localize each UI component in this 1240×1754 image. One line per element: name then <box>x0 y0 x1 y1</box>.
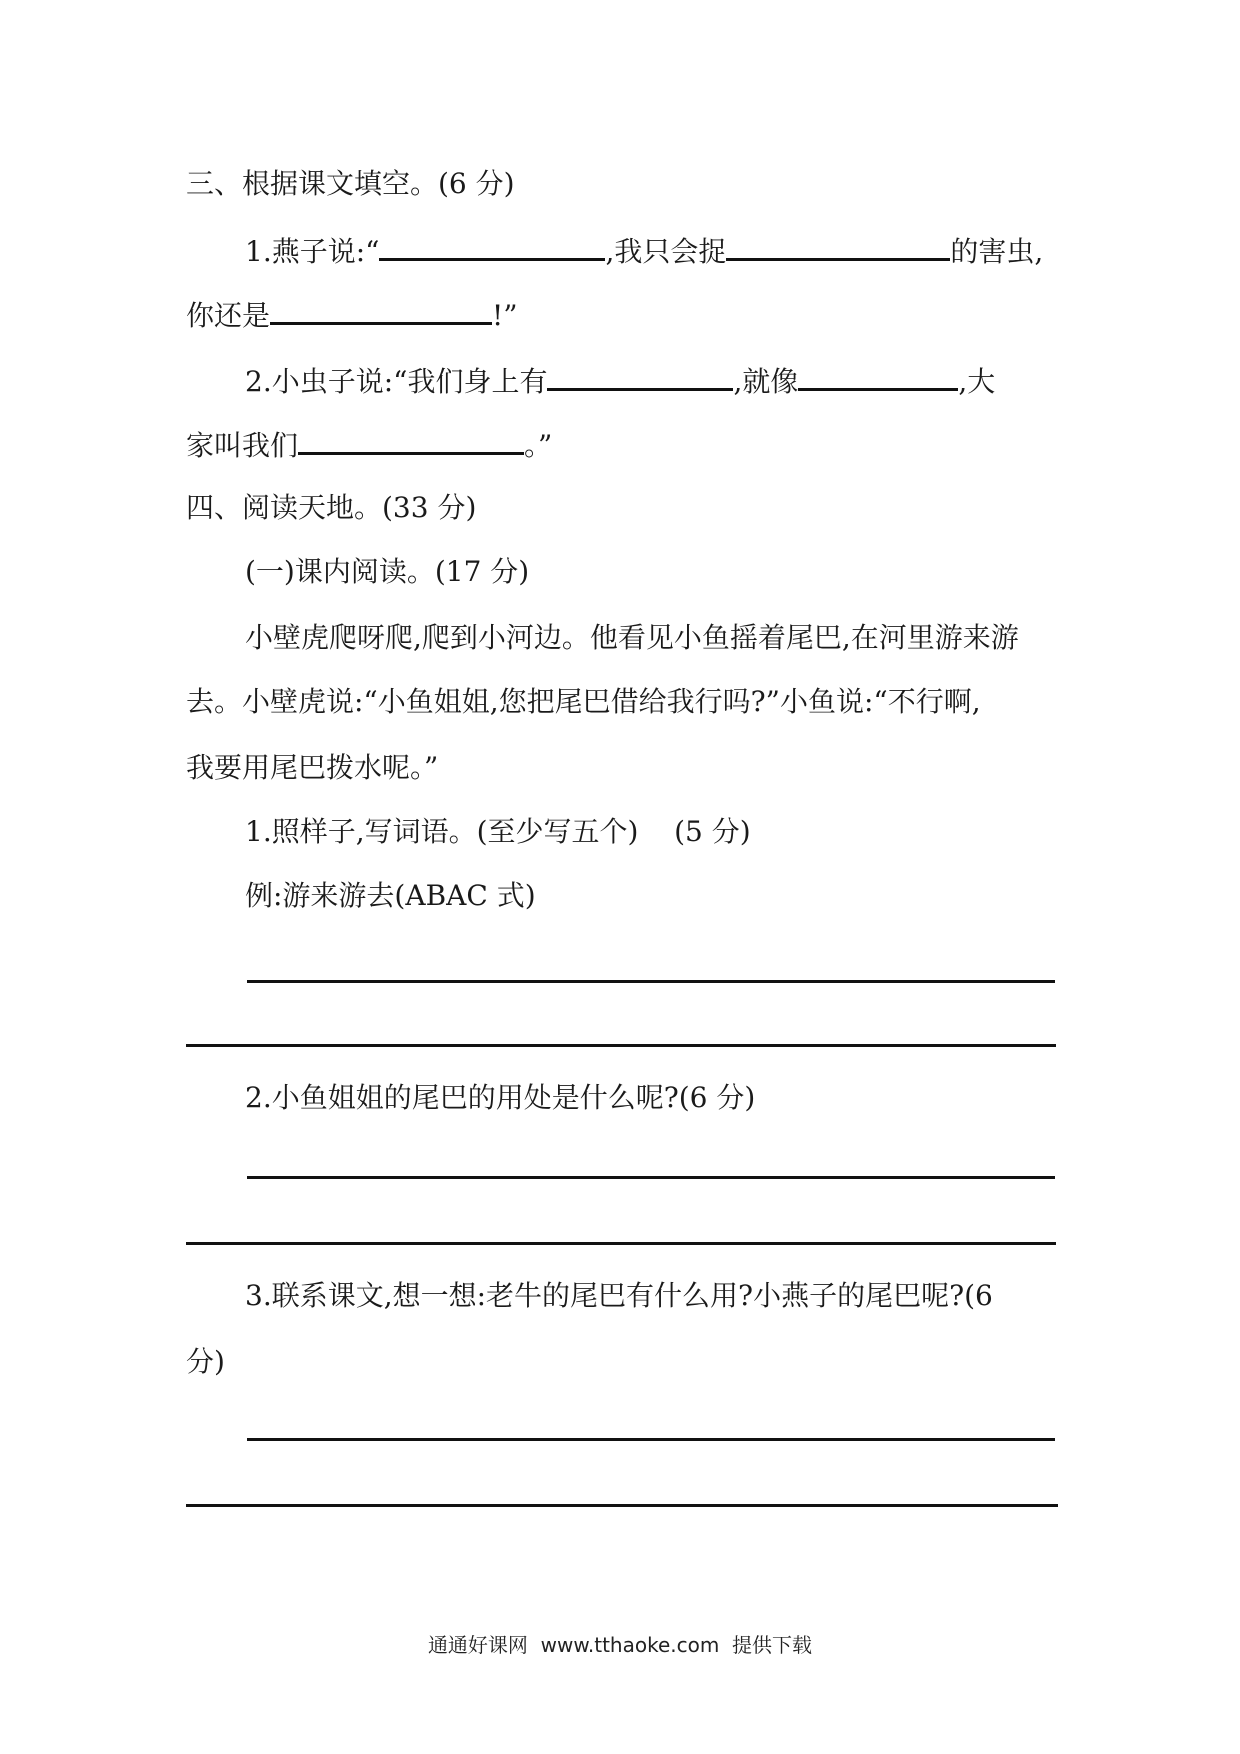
question3-title-line1: 3.联系课文,想一想:老牛的尾巴有什么用?小燕子的尾巴呢?(6 <box>245 1279 993 1312</box>
q1-text-part1: 1.燕子说:“ <box>245 235 380 268</box>
question2-answer-line2[interactable] <box>186 1242 1056 1245</box>
q2-blank-1[interactable] <box>547 360 733 391</box>
question1-answer-line2[interactable] <box>186 1044 1056 1047</box>
section4-heading: 四、阅读天地。(33 分) <box>186 491 477 524</box>
question1-title: 1.照样子,写词语。(至少写五个) (5 分) <box>245 815 751 848</box>
q2-blank-2[interactable] <box>798 360 958 391</box>
question3-answer-line2[interactable] <box>186 1504 1058 1507</box>
section3-q1-line1 <box>245 230 1043 272</box>
section3-q2-line2 <box>186 424 552 466</box>
passage-line3: 我要用尾巴拨水呢。” <box>186 751 439 784</box>
q1-text-part2: ,我只会捉 <box>605 235 727 268</box>
question1-example: 例:游来游去(ABAC 式) <box>245 879 536 912</box>
section3-q1-line2 <box>186 294 518 336</box>
question3-title-line2: 分) <box>186 1345 225 1378</box>
question2-answer-line1[interactable] <box>247 1176 1055 1179</box>
q2-text-part1: 2.小虫子说:“我们身上有 <box>245 365 548 398</box>
q1-blank-3[interactable] <box>270 294 492 325</box>
q1-blank-2[interactable] <box>726 230 950 261</box>
q1-line2-part2: !” <box>492 299 518 332</box>
q1-line2-part1: 你还是 <box>186 299 271 332</box>
section4-sub-heading: (一)课内阅读。(17 分) <box>245 555 530 588</box>
q1-blank-1[interactable] <box>379 230 605 261</box>
q2-line2-part1: 家叫我们 <box>186 429 299 462</box>
question3-answer-line1[interactable] <box>247 1438 1055 1441</box>
q2-text-part2: ,就像 <box>733 365 799 398</box>
q2-text-part3: ,大 <box>958 365 996 398</box>
question2-title: 2.小鱼姐姐的尾巴的用处是什么呢?(6 分) <box>245 1081 756 1114</box>
page-footer: 通通好课网 www.tthaoke.com 提供下载 <box>427 1633 813 1657</box>
q1-text-part3: 的害虫, <box>950 235 1044 268</box>
passage-line2: 去。小壁虎说:“小鱼姐姐,您把尾巴借给我行吗?”小鱼说:“不行啊, <box>186 685 981 718</box>
passage-line1: 小壁虎爬呀爬,爬到小河边。他看见小鱼摇着尾巴,在河里游来游 <box>245 621 1019 654</box>
q2-blank-3[interactable] <box>298 424 524 455</box>
section3-q2-line1 <box>245 360 995 402</box>
question1-answer-line1[interactable] <box>247 980 1055 983</box>
q2-line2-part2: 。” <box>524 429 553 462</box>
section3-heading: 三、根据课文填空。(6 分) <box>186 167 515 200</box>
